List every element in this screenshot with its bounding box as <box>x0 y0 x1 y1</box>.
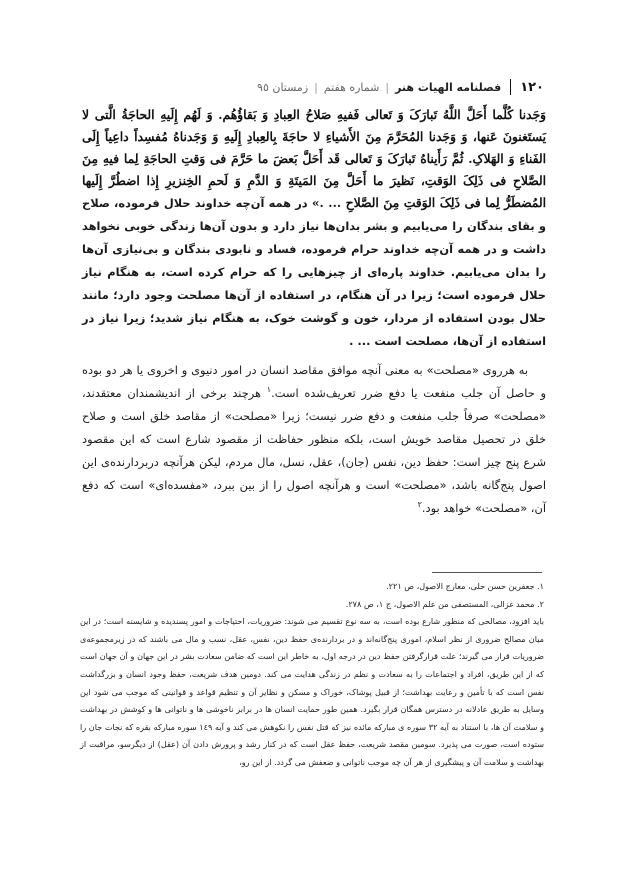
main-text <box>82 104 546 520</box>
body-paragraph <box>82 359 546 520</box>
arabic-quote-paragraph <box>82 104 546 353</box>
paragraph-text: به هرروی «مصلحت» به معنی آنچه موافق مقاصد انسان در امور دنیوی و اخروی یا هر دو بوده و حاصل آن جلب منفعت یا دفع ضرر تعریف‌شده است. <box>82 363 546 400</box>
header-vertical-rule <box>510 79 511 95</box>
footnote: ١. جعفرین حسن حلی، معارج الاصول، ص ٢٢١. <box>386 581 544 591</box>
header-separator: | <box>385 80 390 94</box>
running-header <box>80 76 544 98</box>
header-separator: | <box>314 80 318 94</box>
footnotes <box>80 578 544 772</box>
footnote-ref: ٢ <box>417 500 422 510</box>
page-number: ١٢٠ <box>520 79 544 95</box>
translation-text: در همه آن‌چه خداوند حلال فرموده، صلاح و بقای بندگان را می‌یابیم و بشر بدان‌ها نیاز دارد و بدون آن‌ها زندگی خوبی نخواهد داشت و در همه آن‌چه خداوند حرام فرموده، فساد و نابودی بندگان و بی‌نیازی آن‌ها را بدان می‌یابیم. خداوند پاره‌ای از چیزهایی را که حرام کرده است، به هنگام نیاز حلال فرموده است؛ زیرا در آن هنگام، در استفاده از آن‌ها مصلحت وجود دارد؛ مانند حلال بودن استفاده از مردار، خون و گوشت خوک، به هنگام نیاز شدید؛ زیرا نیاز در استفاده از آن‌ها، مصلحت است ... . <box>82 196 546 348</box>
footnote: ٢. محمد غزالی، المستصفی من علم الاصول، ج ١، ص ٢٧٨. <box>345 598 544 609</box>
footnote-commentary: باید افزود، مصالحی که منظور شارع بوده است، به سه نوع تقسیم می شوند: ضروریات، احتیاجات و امور پسندیده و شایسته است؛ در این میان مصالح ضروری از نظر اسلام، اموری پنج‌گانه‌اند و در بردارنده‌ی حفظ دین، نفس، عقل، نسب و مال می باشند که در زیرمجموعه‌ی ضروریات قرار می گیرند؛ علت قرارگرفتن حفظ دین در درجه اول، به خاطر این است که ضامن سعادت بشر در این جهان و آن جهان است که از این طریق، افراد و اجتماعات را به سعادت و نظم در زندگی هدایت می کند. دومین هدف شریعت، حفظ وجود انسان و بزرگداشت نفس است که با تأمین و رعایت بهداشت؛ از قبیل پوشاک، خوراک و مسکن و نظایر آن و تنظیم قواعد و قوانینی که موجب می شود این وسایل به طریق عادلانه در دسترس همگان قرار بگیرد. همین طور حمایت انسان ها در برابر ناخوشی ها و ناتوانی ها و کوشش در بهداشت و سلامت آن ها، با استناد به آیه ٣٢ سوره ی مبارکه مائده نیز که قتل نفس را نکوهش می کند و آیه ١٤٩ سوره مبارکه بقره که نجات جان را ستوده است، صورت می پذیرد. سومین مقصد شریعت، حفظ عقل است که در کنار رشد و پرورش دادن آن (عقل) از دیگرسو، مراقبت از بهداشت و سلامت آن و پیشگیری از هر آن چه موجب ناتوانی و ضعفش می گردد. از این رو، <box>80 616 544 767</box>
issue-number: شماره هفتم <box>323 80 380 94</box>
footnote-ref: ١ <box>266 385 272 395</box>
journal-name: فصلنامه الهیات هنر <box>395 80 502 94</box>
footnote-divider <box>432 572 542 573</box>
paragraph-text: هرچند برخی از اندیشمندان معتقدند، «مصلحت» صرفاً جلب منفعت و دفع ضرر نیست؛ زیرا «مصلحت» از مقاصد خلق است و صلاح خلق در تحصیل مقاصد خویش است، بلکه منظور حفاظت از مقصود شارع است که این مقصود شرع پنج چیز است: حفظ دین، نفس (جان)، عقل، نسل، مال مردم، لیکن هرآنچه دربردارنده‌ی این اصول پنج‌گانه باشد، «مصلحت» است و هرآنچه اصول را از بین ببرد، «مفسده‌ای» است که دفع آن، «مصلحت» خواهد بود. <box>82 386 546 515</box>
arabic-quote: وَجَدنا کُلَّما أَحَلَّ اللَّهُ تَبارَکَ وَ تَعالی فَفیهِ صَلاحُ العِبادِ وَ بَقاؤُهُم. وَ لَهُم إِلَیهِ الحاجَةُ الَّتی لا یَستَغنونَ عَنها، وَ وَجَدنا المُحَرَّمَ مِنَ الأَشیاءِ لا حاجَةَ بِالعِبادِ إِلَیهِ وَ وَجَدناهُ مُفسِداً داعِیاً إِلَی الفَناءِ وَ الهَلاکِ. ثُمَّ رَأَیناهُ تَبارَکَ وَ تَعالی قَد أَحَلَّ بَعضَ ما حَرَّمَ فی وَقتِ الحاجَةِ لِما فیهِ مِنَ الصَّلاحِ فی ذَلِکَ الوَقتِ، نَظیرَ ما أَحَلَّ مِنَ المَیتَةِ وَ الدَّمِ وَ لَحمِ الخِنزیرِ إِذا اضطُرَّ إِلَیها المُضطَرُّ لِما فی ذَلِکَ الوَقتِ مِنَ الصَّلاحِ ... .» <box>82 107 546 210</box>
issue-season: زمستان ٩٥ <box>257 80 309 94</box>
